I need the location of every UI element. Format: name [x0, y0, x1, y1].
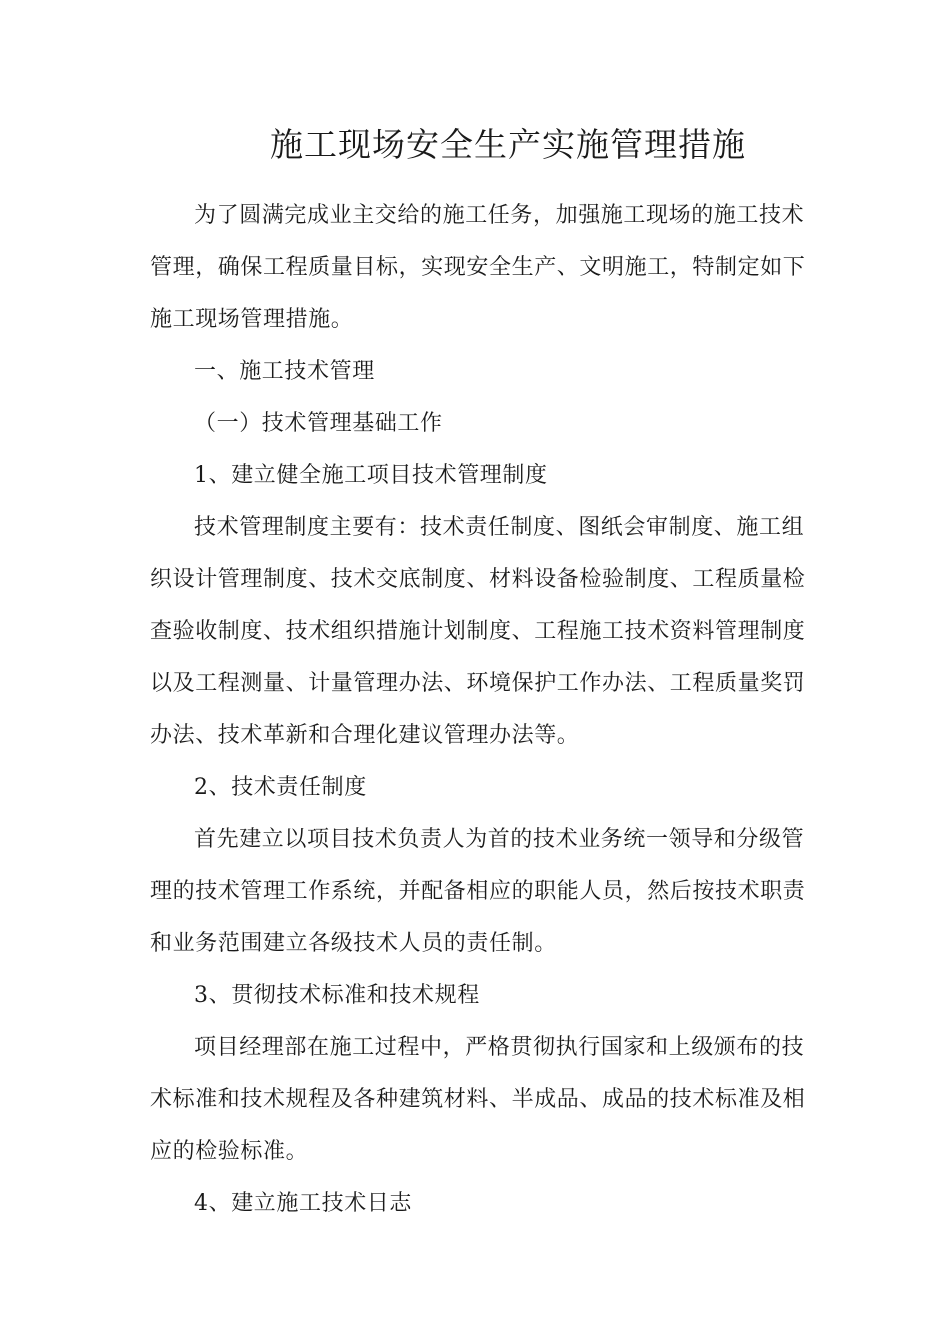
paragraph	[150, 1178, 802, 1230]
paragraph-line: 术标准和技术规程及各种建筑材料、半成品、成品的技术标准及相	[150, 1087, 806, 1112]
paragraph-line: 织设计管理制度、技术交底制度、材料设备检验制度、工程质量检	[150, 567, 806, 592]
paragraph	[150, 814, 806, 970]
paragraph-line: 项目经理部在施工过程中，严格贯彻执行国家和上级颁布的技	[194, 1035, 805, 1060]
paragraph-line: 管理，确保工程质量目标，实现安全生产、文明施工，特制定如下	[150, 255, 806, 280]
document-body	[150, 190, 806, 1230]
paragraph-line: 为了圆满完成业主交给的施工任务，加强施工现场的施工技术	[194, 203, 805, 228]
paragraph-line: 4、建立施工技术日志	[194, 1191, 412, 1216]
paragraph-line: 施工现场管理措施。	[150, 307, 354, 332]
paragraph-line: 应的检验标准。	[150, 1139, 309, 1164]
paragraph-line: 和业务范围建立各级技术人员的责任制。	[150, 931, 557, 956]
paragraph	[150, 190, 806, 346]
paragraph-line: 1、建立健全施工项目技术管理制度	[194, 463, 548, 488]
paragraph	[150, 398, 802, 450]
document-title: 施工现场安全生产实施管理措施	[270, 125, 746, 164]
paragraph-line: 以及工程测量、计量管理办法、环境保护工作办法、工程质量奖罚	[150, 671, 806, 696]
paragraph	[150, 1022, 806, 1178]
paragraph	[150, 502, 806, 762]
paragraph-line: 2、技术责任制度	[194, 775, 367, 800]
paragraph-line: 技术管理制度主要有：技术责任制度、图纸会审制度、施工组	[194, 515, 805, 540]
paragraph-line: 理的技术管理工作系统，并配备相应的职能人员，然后按技术职责	[150, 879, 806, 904]
paragraph	[150, 762, 802, 814]
paragraph	[150, 450, 802, 502]
paragraph-line: 首先建立以项目技术负责人为首的技术业务统一领导和分级管	[194, 827, 805, 852]
paragraph-line: 一、施工技术管理	[194, 359, 375, 384]
paragraph-line: （一）技术管理基础工作	[194, 411, 443, 436]
paragraph-line: 查验收制度、技术组织措施计划制度、工程施工技术资料管理制度	[150, 619, 806, 644]
paragraph-line: 3、贯彻技术标准和技术规程	[194, 983, 480, 1008]
paragraph	[150, 970, 802, 1022]
paragraph	[150, 346, 802, 398]
paragraph-line: 办法、技术革新和合理化建议管理办法等。	[150, 723, 580, 748]
